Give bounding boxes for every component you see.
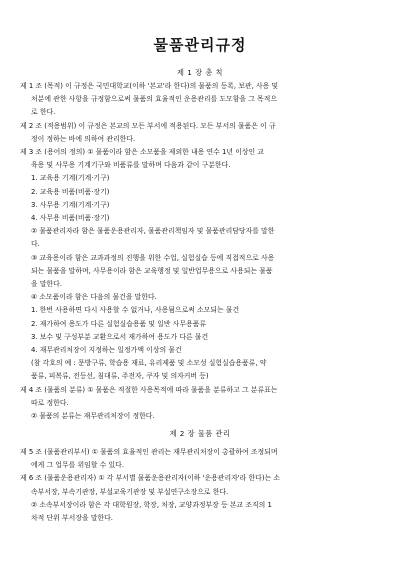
- chapter-2-body: [20, 446, 378, 525]
- article-3-para-4-item-2: 2. 재가하여 용도가 다른 실험실습용품 및 일반 사무용품류: [31, 319, 207, 328]
- article-3-item-3: 3. 사무용 기계(기계·기구): [31, 200, 110, 209]
- article-6-para-2-line-1: ② 소속부서장이라 함은 각 대학원장, 학장, 처장, 교양과정부장 등 본교 조직의 1: [31, 500, 272, 509]
- document-title: 물품관리규정: [153, 36, 247, 54]
- article-3-para-4: ④ 소모품이라 함은 다음의 물건을 말한다.: [31, 293, 157, 302]
- article-5-line-2: 에게 그 업무를 위임할 수 있다.: [31, 461, 125, 470]
- article-3-para-3-line-3: 을 말한다.: [31, 280, 63, 289]
- article-4-para-2: ② 물품의 분류는 재무관리처장이 정한다.: [31, 412, 155, 421]
- article-3-line-2: 육용 및 사무용 기계기구와 비품류를 말하며 다음과 같이 구분한다.: [31, 161, 231, 170]
- article-3-para-3-line-1: ③ 교육용이라 함은 교과과정의 진행을 위한 수업, 실험실습 등에 직접적으로 사용: [31, 253, 275, 262]
- article-1-line-1: 제 1 조 (목적) 이 규정은 국민대학교(이하 '본교'라 한다)의 물품의 등록, 보관, 사용 및: [20, 82, 279, 90]
- chapter-2-heading: 제 2 장 물품 관리: [169, 429, 231, 438]
- article-6-line-1: 제 6 조 (물품운용관리자) ① 각 부서별 물품운용관리자(이하 '운용관리자'라 한다)는 소: [20, 474, 281, 483]
- article-3-line-1: 제 3 조 (용어의 정의) ① 물품이라 함은 소모품을 제외한 내용 연수 1년 이상인 교: [20, 148, 265, 157]
- article-1-line-2: 처분에 관한 사항을 규정함으로써 물품의 효율적인 운용관리를 도모함을 그 목적으: [31, 95, 278, 104]
- article-3-para-2-line-2: 다.: [31, 240, 40, 249]
- article-6-line-2: 속부서장, 부속기관장, 부설교육기관장 및 부설연구소장으로 한다.: [31, 487, 229, 496]
- article-3-item-2: 2. 교육용 비품(비품·장기): [31, 187, 110, 196]
- article-3-examples-line-1: (참 각호의 예 : 문방구류, 학습용 재료, 유리제품 및 소모성 실험실습용품류, 약: [31, 359, 267, 368]
- article-3-item-1: 1. 교육용 기계(기계·기구): [31, 174, 110, 183]
- article-3-item-4: 4. 사무용 비품(비품·장기): [31, 214, 110, 223]
- article-3-para-4-item-1: 1. 한번 사용하면 다시 사용할 수 없거나, 사용됨으로써 소모되는 물건: [31, 306, 240, 315]
- chapter-1-body: [20, 80, 378, 423]
- article-5-line-1: 제 5 조 (물품관리부서) ① 물품의 효율적인 관리는 재무관리처장이 총괄하여 조정되며: [20, 448, 278, 456]
- article-2-line-2: 정이 정하는 바에 의하여 관리한다.: [31, 134, 136, 143]
- article-3-para-2-line-1: ② 물품관리자라 함은 물품운용관리자, 물품관리책임자 및 물품관리담당자를 말한: [31, 227, 275, 236]
- article-3-para-3-line-2: 되는 물품을 말하며, 사무용이라 함은 교육행정 및 일반업무용으로 사용되는 물품: [31, 266, 273, 275]
- article-1-line-3: 로 한다.: [31, 108, 56, 117]
- article-4-line-2: 따로 정한다.: [31, 398, 69, 407]
- article-3-para-4-item-3: 3. 보수 및 구성부분 교환으로서 재가하여 용도가 다른 물건: [31, 332, 209, 341]
- article-3-examples-line-2: 품류, 피복류, 전등선, 침대류, 주전자, 쿠자 및 의자커버 등): [31, 372, 209, 381]
- article-3-para-4-item-4: 4. 재무관리처장이 지정하는 일정가액 이상의 물건: [31, 346, 182, 355]
- article-4-line-1: 제 4 조 (물품의 분류) ① 물품은 적절한 사용목적에 따라 물품을 분류하고 그 분류표는: [20, 385, 278, 394]
- article-2-line-1: 제 2 조 (적용범위) 이 규정은 본교의 모든 부서에 적용된다. 모든 부서의 물품은 이 규: [20, 121, 276, 130]
- article-6-para-2-line-2: 차적 단위 부서장을 말한다.: [31, 514, 113, 523]
- chapter-1-heading: 제 1 장 총 칙: [177, 68, 223, 77]
